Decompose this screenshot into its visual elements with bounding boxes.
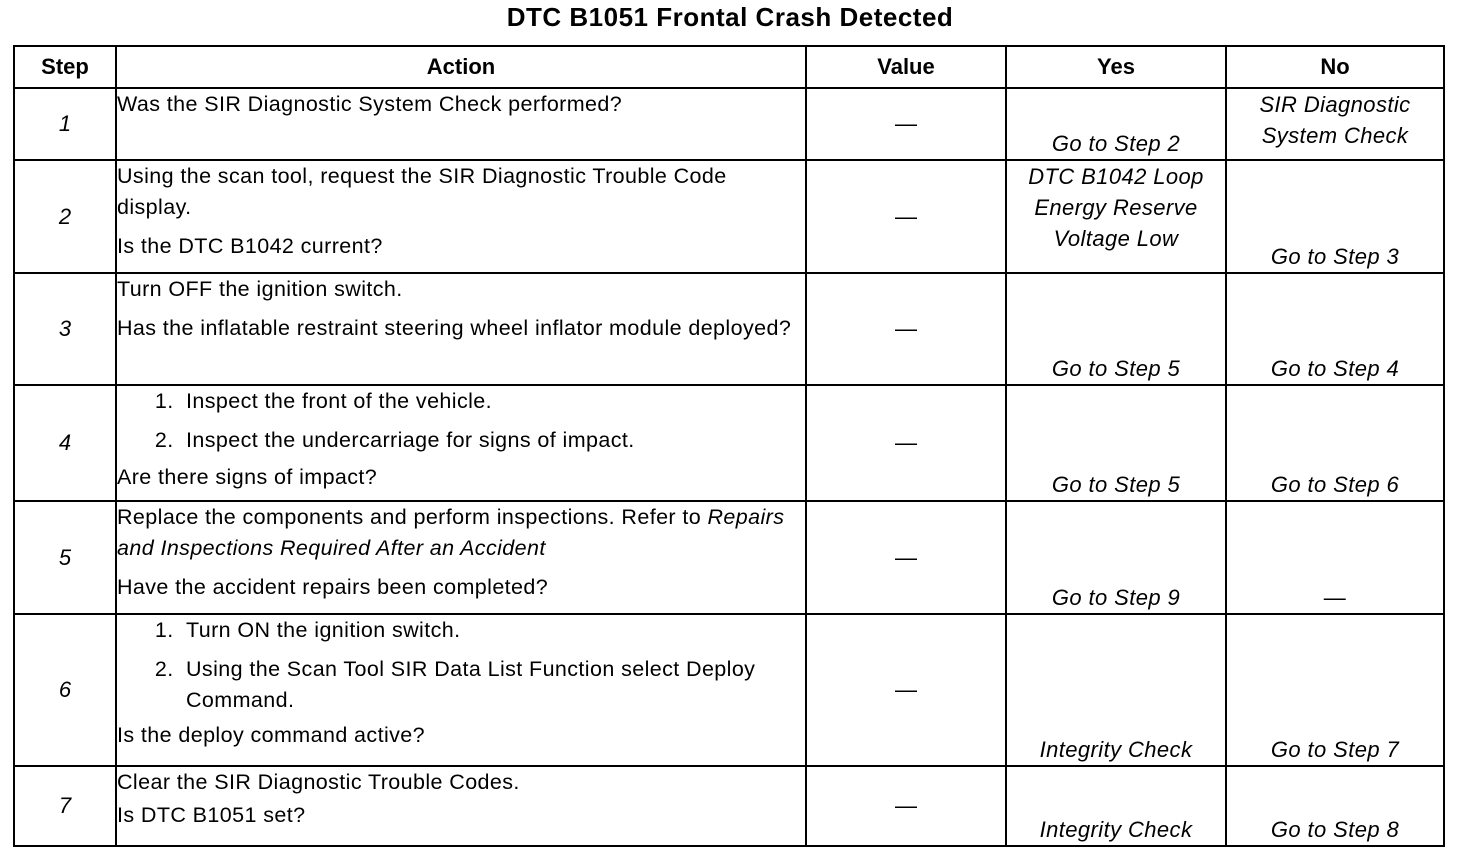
- list-item: 2. Using the Scan Tool SIR Data List Function select Deploy Command.: [180, 654, 805, 716]
- yes-cell: Go to Step 5: [1006, 385, 1226, 501]
- step-number: 7: [14, 766, 116, 846]
- action-cell: [116, 766, 806, 846]
- page-title: DTC B1051 Frontal Crash Detected: [506, 2, 954, 32]
- header-yes: Yes: [1006, 46, 1226, 88]
- value-cell: —: [806, 160, 1006, 273]
- no-cell: [1226, 88, 1444, 160]
- list-item: 1. Turn ON the ignition switch.: [180, 615, 805, 646]
- action-question: Has the inflatable restraint steering wheel inflator module deployed?: [117, 316, 792, 340]
- value-cell: —: [806, 766, 1006, 846]
- action-question: Is the DTC B1042 current?: [117, 234, 383, 258]
- header-value: Value: [806, 46, 1006, 88]
- action-cell: [116, 385, 806, 501]
- step-number: 6: [14, 614, 116, 766]
- table-row: [14, 766, 1444, 846]
- yes-text-line: DTC B1042 Loop: [1028, 164, 1204, 189]
- value-cell: —: [806, 501, 1006, 614]
- table-row: [14, 160, 1444, 273]
- value-cell: —: [806, 614, 1006, 766]
- no-cell: Go to Step 4: [1226, 273, 1444, 385]
- step-number: 4: [14, 385, 116, 501]
- yes-text-line: Energy Reserve: [1034, 195, 1198, 220]
- yes-cell: Go to Step 5: [1006, 273, 1226, 385]
- action-text: [117, 502, 805, 564]
- header-step: Step: [14, 46, 116, 88]
- step-number: 3: [14, 273, 116, 385]
- yes-cell: Integrity Check: [1006, 614, 1226, 766]
- action-list: [117, 615, 805, 716]
- header-no: No: [1226, 46, 1444, 88]
- no-text-line: SIR Diagnostic: [1259, 92, 1411, 117]
- no-cell: Go to Step 3: [1226, 160, 1444, 273]
- header-action: Action: [116, 46, 806, 88]
- action-list: [117, 386, 805, 456]
- list-item: 2. Inspect the undercarriage for signs of impact.: [180, 425, 805, 456]
- action-text: Turn OFF the ignition switch.: [117, 277, 403, 301]
- action-text: Using the scan tool, request the SIR Diagnostic Trouble Code display.: [117, 164, 727, 219]
- step-number: 1: [14, 88, 116, 160]
- step-number: 2: [14, 160, 116, 273]
- header-row: [14, 46, 1444, 88]
- action-question: Have the accident repairs been completed?: [117, 575, 549, 599]
- action-cell: [116, 160, 806, 273]
- no-cell: Go to Step 7: [1226, 614, 1444, 766]
- action-text: Clear the SIR Diagnostic Trouble Codes.: [117, 770, 520, 794]
- action-cell: [116, 273, 806, 385]
- value-cell: —: [806, 273, 1006, 385]
- table-row: [14, 501, 1444, 614]
- value-cell: —: [806, 385, 1006, 501]
- yes-cell: [1006, 160, 1226, 273]
- step-number: 5: [14, 501, 116, 614]
- diagnostic-table: [13, 45, 1445, 847]
- table-row: [14, 273, 1444, 385]
- action-instruction: Replace the components and perform inspections. Refer to: [117, 505, 702, 529]
- yes-cell: Integrity Check: [1006, 766, 1226, 846]
- action-question: Is DTC B1051 set?: [117, 803, 306, 827]
- table-row: [14, 88, 1444, 160]
- yes-text-line: Voltage Low: [1053, 226, 1179, 251]
- action-cell: [116, 88, 806, 160]
- yes-cell: Go to Step 2: [1006, 88, 1226, 160]
- table-row: [14, 614, 1444, 766]
- table-row: [14, 385, 1444, 501]
- no-cell: Go to Step 8: [1226, 766, 1444, 846]
- action-text: Was the SIR Diagnostic System Check performed?: [117, 92, 623, 116]
- no-cell: Go to Step 6: [1226, 385, 1444, 501]
- no-text-line: System Check: [1261, 123, 1409, 148]
- action-question: Are there signs of impact?: [117, 465, 378, 489]
- reference-link[interactable]: Repairs and Inspections Required After an Accident: [117, 505, 785, 560]
- yes-cell: Go to Step 9: [1006, 501, 1226, 614]
- value-cell: —: [806, 88, 1006, 160]
- action-cell: [116, 501, 806, 614]
- action-question: Is the deploy command active?: [117, 723, 425, 747]
- no-cell: —: [1226, 501, 1444, 614]
- list-item: 1. Inspect the front of the vehicle.: [180, 386, 805, 417]
- action-cell: [116, 614, 806, 766]
